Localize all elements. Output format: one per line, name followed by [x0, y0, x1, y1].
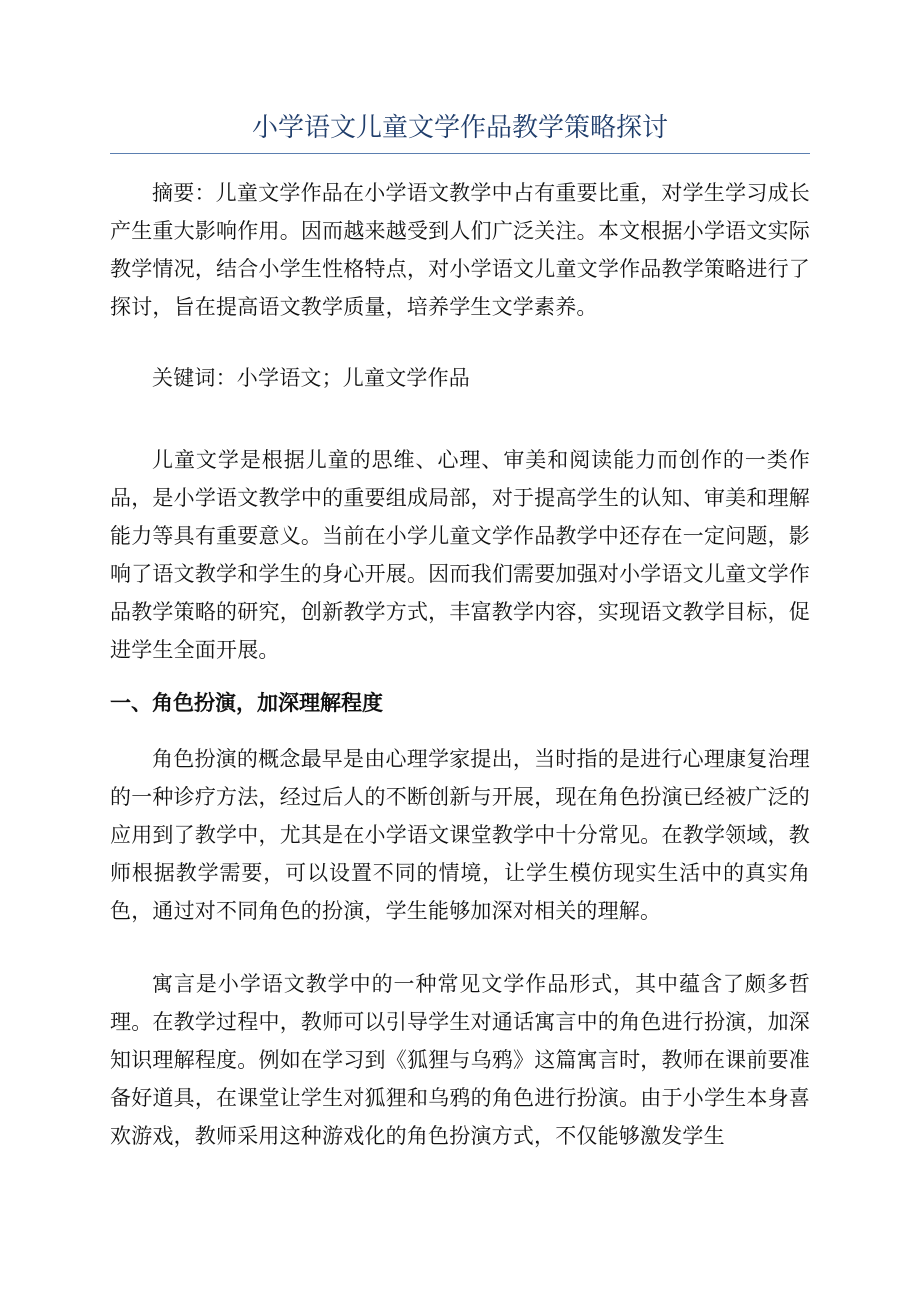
document-title: 小学语文儿童文学作品教学策略探讨: [251, 113, 668, 143]
section-heading: 一、角色扮演，加深理解程度: [110, 691, 383, 715]
section-paragraph: 寓言是小学语文教学中的一种常见文学作品形式，其中蕴含了颇多哲理。在教学过程中，教师可以引导学生对通话寓言中的角色进行扮演，加深知识理解程度。例如在学习到《狐狸与乌鸦》这篇寓言时，教师在课前要准备好道具，在课堂让学生对狐狸和乌鸦的角色进行扮演。由于小学生本身喜欢游戏，教师采用这种游戏化的角色扮演方式，不仅能够激发学生: [110, 972, 810, 1148]
title-underline: [110, 153, 810, 154]
abstract-paragraph: 摘要：儿童文学作品在小学语文教学中占有重要比重，对学生学习成长产生重大影响作用。因而越来越受到人们广泛关注。本文根据小学语文实际教学情况，结合小学生性格特点，对小学语文儿童文学作品教学策略进行了探讨，旨在提高语文教学质量，培养学生文学素养。: [110, 181, 810, 319]
keywords-paragraph: 关键词：小学语文；儿童文学作品: [152, 366, 470, 390]
section-paragraph: 角色扮演的概念最早是由心理学家提出，当时指的是进行心理康复治理的一种诊疗方法，经过后人的不断创新与开展，现在角色扮演已经被广泛的应用到了教学中，尤其是在小学语文课堂教学中十分常见。在教学领域，教师根据教学需要，可以设置不同的情境，让学生模仿现实生活中的真实角色，通过对不同角色的扮演，学生能够加深对相关的理解。: [110, 747, 810, 923]
intro-paragraph: 儿童文学是根据儿童的思维、心理、审美和阅读能力而创作的一类作品，是小学语文教学中的重要组成局部，对于提高学生的认知、审美和理解能力等具有重要意义。当前在小学儿童文学作品教学中还存在一定问题，影响了语文教学和学生的身心开展。因而我们需要加强对小学语文儿童文学作品教学策略的研究，创新教学方式，丰富教学内容，实现语文教学目标，促进学生全面开展。: [110, 448, 810, 662]
